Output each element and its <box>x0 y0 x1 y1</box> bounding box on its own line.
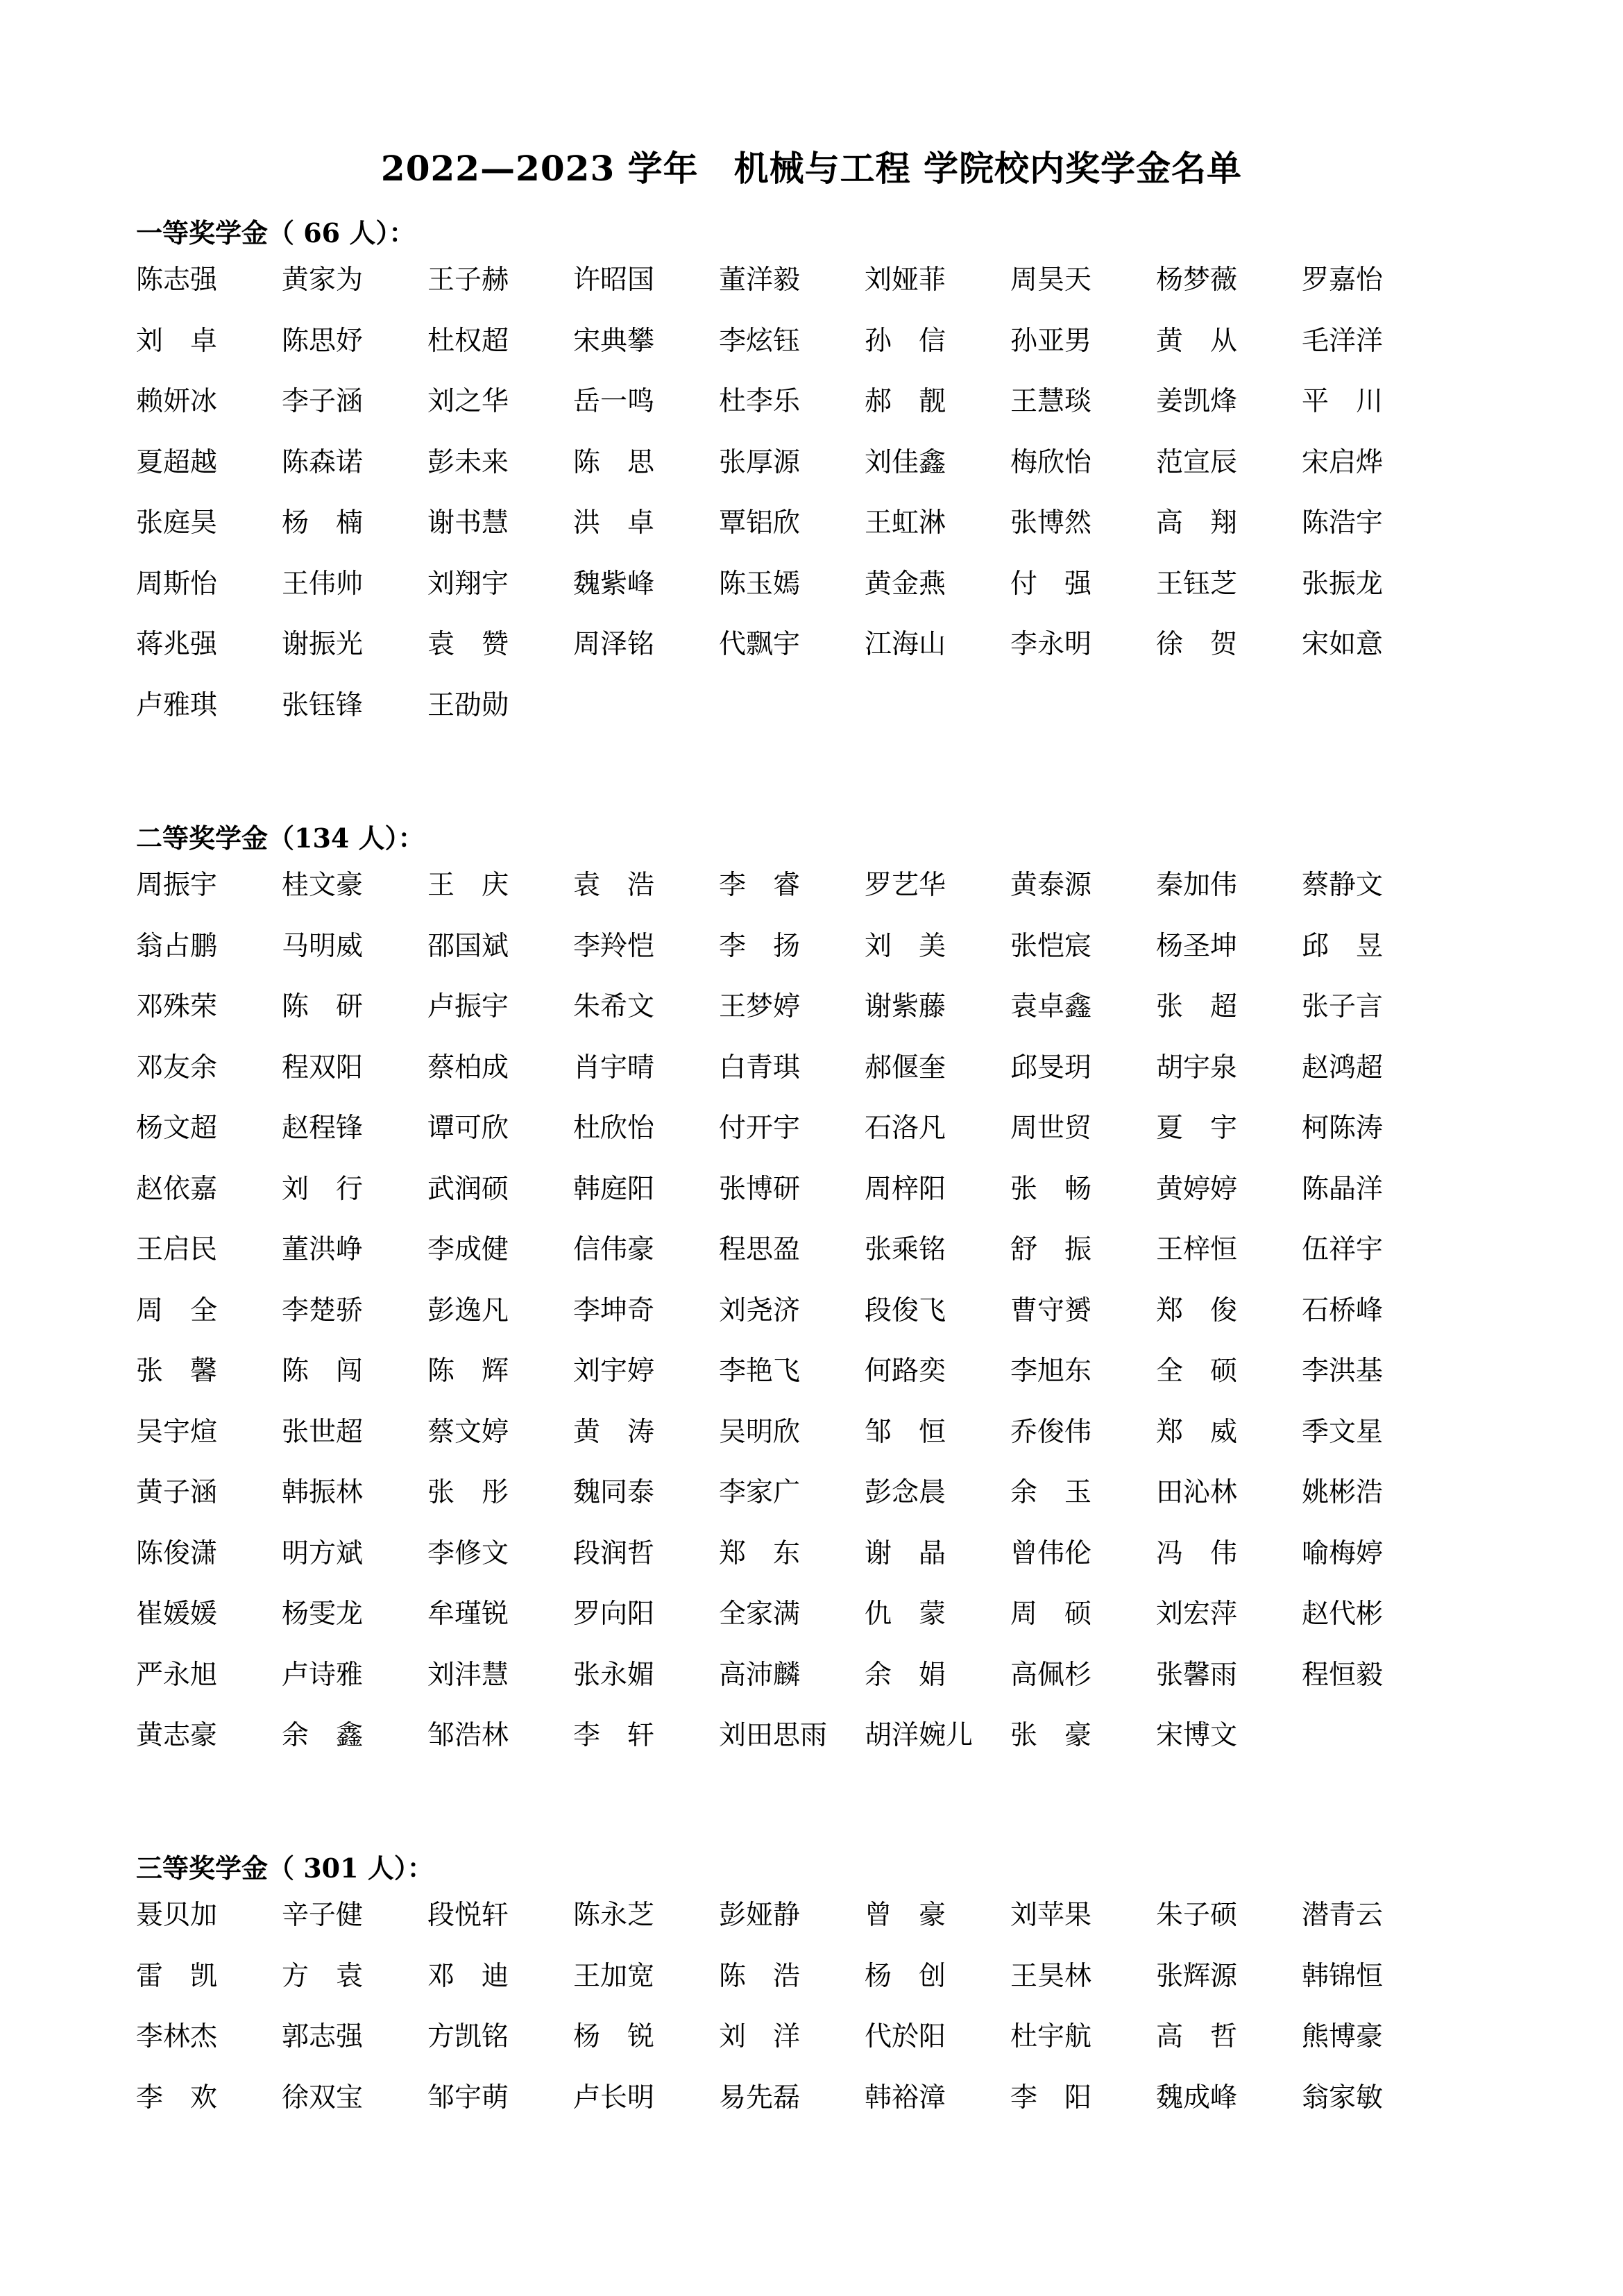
student-name: 袁 浩 <box>573 870 655 901</box>
student-name: 熊博豪 <box>1302 2021 1384 2052</box>
student-name: 王虹淋 <box>865 507 946 539</box>
student-name: 卢诗雅 <box>282 1659 364 1691</box>
student-name: 段俊飞 <box>865 1294 946 1326</box>
student-name: 李洪基 <box>1302 1356 1384 1387</box>
student-name: 郭志强 <box>282 2021 364 2052</box>
student-name: 辛子健 <box>282 1900 364 1931</box>
student-name: 李羚恺 <box>573 930 655 962</box>
student-name: 刘 洋 <box>719 2021 801 2052</box>
student-name: 刘宏萍 <box>1156 1598 1238 1630</box>
student-name: 李永明 <box>1010 629 1092 660</box>
student-name: 张厚源 <box>719 446 801 478</box>
student-name: 崔媛媛 <box>136 1598 218 1630</box>
student-name: 秦加伟 <box>1156 870 1238 901</box>
section-third-class-scholarship <box>136 1848 1454 2139</box>
student-name: 谢振光 <box>282 629 364 660</box>
student-name: 高沛麟 <box>719 1659 801 1691</box>
student-name: 谢紫藤 <box>865 991 946 1022</box>
student-name: 邓 迪 <box>427 1960 509 1992</box>
student-name: 杜欣怡 <box>573 1113 655 1144</box>
student-name: 夏超越 <box>136 446 218 478</box>
student-name: 严永旭 <box>136 1659 218 1691</box>
student-name: 张馨雨 <box>1156 1659 1238 1691</box>
student-name: 王昊林 <box>1010 1960 1092 1992</box>
student-name: 曾伟伦 <box>1010 1537 1092 1569</box>
student-name: 张 彤 <box>427 1477 509 1508</box>
student-name: 肖宇晴 <box>573 1052 655 1083</box>
student-name: 魏紫峰 <box>573 568 655 600</box>
student-name: 田沁林 <box>1156 1477 1238 1508</box>
student-name: 张 超 <box>1156 991 1238 1022</box>
student-name: 余 玉 <box>1010 1477 1092 1508</box>
student-name: 袁卓鑫 <box>1010 991 1092 1022</box>
student-name: 罗向阳 <box>573 1598 655 1630</box>
student-name: 代飘宇 <box>719 629 801 660</box>
student-name: 曾 豪 <box>865 1900 946 1931</box>
student-name: 黄金燕 <box>865 568 946 600</box>
student-name: 胡洋婉儿 <box>865 1720 974 1751</box>
student-name: 周斯怡 <box>136 568 218 600</box>
student-name: 张子言 <box>1302 991 1384 1022</box>
student-name: 徐 贺 <box>1156 629 1238 660</box>
student-name: 全家满 <box>719 1598 801 1630</box>
student-name: 王启民 <box>136 1234 218 1265</box>
name-list <box>136 866 1454 1778</box>
student-name: 蔡静文 <box>1302 870 1384 901</box>
student-name: 邓殊荣 <box>136 991 218 1022</box>
student-name: 伍祥宇 <box>1302 1234 1384 1265</box>
student-name: 石洛凡 <box>865 1113 946 1144</box>
student-name: 张世超 <box>282 1416 364 1448</box>
student-name: 邹浩林 <box>427 1720 509 1751</box>
student-name: 郝 靓 <box>865 386 946 417</box>
student-name: 黄泰源 <box>1010 870 1092 901</box>
student-name: 王钰芝 <box>1156 568 1238 600</box>
student-name: 卢振宇 <box>427 991 509 1022</box>
student-name: 郑 俊 <box>1156 1294 1238 1326</box>
student-name: 石桥峰 <box>1302 1294 1384 1326</box>
student-name: 姜凯烽 <box>1156 386 1238 417</box>
student-name: 董洪峥 <box>282 1234 364 1265</box>
student-name: 喻梅婷 <box>1302 1537 1384 1569</box>
student-name: 余 鑫 <box>282 1720 364 1751</box>
student-name: 宋启烨 <box>1302 446 1384 478</box>
student-name: 张振龙 <box>1302 568 1384 600</box>
student-name: 蔡文婷 <box>427 1416 509 1448</box>
student-name: 武润硕 <box>427 1173 509 1205</box>
student-name: 袁 赞 <box>427 629 509 660</box>
student-name: 孙 信 <box>865 325 946 357</box>
student-name: 黄 从 <box>1156 325 1238 357</box>
student-name: 李林杰 <box>136 2021 218 2052</box>
student-name: 陈 研 <box>282 991 364 1022</box>
student-name: 陈思妤 <box>282 325 364 357</box>
student-name: 赖妍冰 <box>136 386 218 417</box>
student-name: 张 馨 <box>136 1356 218 1387</box>
student-name: 张乘铭 <box>865 1234 946 1265</box>
student-name: 程双阳 <box>282 1052 364 1083</box>
student-name: 宋博文 <box>1156 1720 1238 1751</box>
student-name: 赵依嘉 <box>136 1173 218 1205</box>
student-name: 潜青云 <box>1302 1900 1384 1931</box>
student-name: 乔俊伟 <box>1010 1416 1092 1448</box>
student-name: 段悦轩 <box>427 1900 509 1931</box>
student-name: 柯陈涛 <box>1302 1113 1384 1144</box>
student-name: 杨 楠 <box>282 507 364 539</box>
student-name: 黄 涛 <box>573 1416 655 1448</box>
student-name: 方 袁 <box>282 1960 364 1992</box>
student-name: 蒋兆强 <box>136 629 218 660</box>
student-name: 彭未来 <box>427 446 509 478</box>
student-name: 李艳飞 <box>719 1356 801 1387</box>
student-name: 范宣辰 <box>1156 446 1238 478</box>
student-name: 许昭国 <box>573 264 655 296</box>
student-name: 梅欣怡 <box>1010 446 1092 478</box>
student-name: 刘 美 <box>865 930 946 962</box>
student-name: 韩庭阳 <box>573 1173 655 1205</box>
student-name: 陈 思 <box>573 446 655 478</box>
student-name: 桂文豪 <box>282 870 364 901</box>
section-first-class-scholarship <box>136 212 1454 747</box>
student-name: 付开宇 <box>719 1113 801 1144</box>
student-name: 陈 闯 <box>282 1356 364 1387</box>
student-name: 程恒毅 <box>1302 1659 1384 1691</box>
student-name: 张恺宸 <box>1010 930 1092 962</box>
student-name: 黄家为 <box>282 264 364 296</box>
student-name: 陈 浩 <box>719 1960 801 1992</box>
student-name: 杨梦薇 <box>1156 264 1238 296</box>
student-name: 杜宇航 <box>1010 2021 1092 2052</box>
student-name: 信伟豪 <box>573 1234 655 1265</box>
student-name: 翁占鹏 <box>136 930 218 962</box>
student-name: 杨 锐 <box>573 2021 655 2052</box>
student-name: 罗嘉怡 <box>1302 264 1384 296</box>
student-name: 王劭勋 <box>427 689 509 721</box>
student-name: 代於阳 <box>865 2021 946 2052</box>
student-name: 岳一鸣 <box>573 386 655 417</box>
student-name: 杨 创 <box>865 1960 946 1992</box>
student-name: 宋如意 <box>1302 629 1384 660</box>
student-name: 张博研 <box>719 1173 801 1205</box>
student-name: 魏同泰 <box>573 1477 655 1508</box>
student-name: 陈森诺 <box>282 446 364 478</box>
student-name: 吴明欣 <box>719 1416 801 1448</box>
student-name: 韩锦恒 <box>1302 1960 1384 1992</box>
student-name: 周 全 <box>136 1294 218 1326</box>
student-name: 周世贸 <box>1010 1113 1092 1144</box>
student-name: 刘尧济 <box>719 1294 801 1326</box>
student-name: 邓友余 <box>136 1052 218 1083</box>
student-name: 全 硕 <box>1156 1356 1238 1387</box>
student-name: 李子涵 <box>282 386 364 417</box>
student-name: 高 翔 <box>1156 507 1238 539</box>
student-name: 程思盈 <box>719 1234 801 1265</box>
student-name: 孙亚男 <box>1010 325 1092 357</box>
student-name: 张永媚 <box>573 1659 655 1691</box>
student-name: 周泽铭 <box>573 629 655 660</box>
section-heading: 一等奖学金（ 66 人）： <box>136 217 416 248</box>
student-name: 刘佳鑫 <box>865 446 946 478</box>
student-name: 王伟帅 <box>282 568 364 600</box>
student-name: 夏 宇 <box>1156 1113 1238 1144</box>
student-name: 彭逸凡 <box>427 1294 509 1326</box>
name-list <box>136 1896 1454 2139</box>
student-name: 邱 昱 <box>1302 930 1384 962</box>
student-name: 彭念晨 <box>865 1477 946 1508</box>
student-name: 周梓阳 <box>865 1173 946 1205</box>
student-name: 宋典攀 <box>573 325 655 357</box>
student-name: 刘沣慧 <box>427 1659 509 1691</box>
student-name: 黄婷婷 <box>1156 1173 1238 1205</box>
student-name: 刘苹果 <box>1010 1900 1092 1931</box>
student-name: 马明威 <box>282 930 364 962</box>
student-name: 李 睿 <box>719 870 801 901</box>
student-name: 王 庆 <box>427 870 509 901</box>
student-name: 季文星 <box>1302 1416 1384 1448</box>
student-name: 张钰锋 <box>282 689 364 721</box>
student-name: 杨文超 <box>136 1113 218 1144</box>
student-name: 黄志豪 <box>136 1720 218 1751</box>
student-name: 覃铝欣 <box>719 507 801 539</box>
student-name: 王子赫 <box>427 264 509 296</box>
student-name: 张庭昊 <box>136 507 218 539</box>
student-name: 刘宇婷 <box>573 1356 655 1387</box>
student-name: 周 硕 <box>1010 1598 1092 1630</box>
section-second-class-scholarship <box>136 818 1454 1778</box>
student-name: 方凯铭 <box>427 2021 509 2052</box>
student-name: 高 哲 <box>1156 2021 1238 2052</box>
student-name: 刘娅菲 <box>865 264 946 296</box>
student-name: 陈俊潇 <box>136 1537 218 1569</box>
student-name: 谢书慧 <box>427 507 509 539</box>
student-name: 李修文 <box>427 1537 509 1569</box>
student-name: 王梓恒 <box>1156 1234 1238 1265</box>
student-name: 冯 伟 <box>1156 1537 1238 1569</box>
student-name: 聂贝加 <box>136 1900 218 1931</box>
student-name: 赵代彬 <box>1302 1598 1384 1630</box>
student-name: 彭娅静 <box>719 1900 801 1931</box>
student-name: 毛洋洋 <box>1302 325 1384 357</box>
student-name: 董洋毅 <box>719 264 801 296</box>
student-name: 李楚骄 <box>282 1294 364 1326</box>
student-name: 牟瑾锐 <box>427 1598 509 1630</box>
student-name: 王梦婷 <box>719 991 801 1022</box>
student-name: 刘田思雨 <box>719 1720 828 1751</box>
student-name: 魏成峰 <box>1156 2082 1238 2113</box>
student-name: 李家广 <box>719 1477 801 1508</box>
student-name: 陈浩宇 <box>1302 507 1384 539</box>
student-name: 蔡柏成 <box>427 1052 509 1083</box>
section-heading: 二等奖学金（134 人）： <box>136 822 425 854</box>
student-name: 邵国斌 <box>427 930 509 962</box>
student-name: 易先磊 <box>719 2082 801 2113</box>
student-name: 杜李乐 <box>719 386 801 417</box>
student-name: 张 豪 <box>1010 1720 1092 1751</box>
student-name: 李 扬 <box>719 930 801 962</box>
student-name: 曹守赟 <box>1010 1294 1092 1326</box>
student-name: 李旭东 <box>1010 1356 1092 1387</box>
student-name: 雷 凯 <box>136 1960 218 1992</box>
student-name: 付 强 <box>1010 568 1092 600</box>
student-name: 陈永芝 <box>573 1900 655 1931</box>
student-name: 郑 东 <box>719 1537 801 1569</box>
student-name: 舒 振 <box>1010 1234 1092 1265</box>
student-name: 周昊天 <box>1010 264 1092 296</box>
student-name: 卢长明 <box>573 2082 655 2113</box>
student-name: 李 轩 <box>573 1720 655 1751</box>
student-name: 姚彬浩 <box>1302 1477 1384 1508</box>
student-name: 何路奕 <box>865 1356 946 1387</box>
student-name: 李坤奇 <box>573 1294 655 1326</box>
student-name: 陈 辉 <box>427 1356 509 1387</box>
student-name: 吴宇煊 <box>136 1416 218 1448</box>
student-name: 翁家敏 <box>1302 2082 1384 2113</box>
student-name: 周振宇 <box>136 870 218 901</box>
student-name: 张辉源 <box>1156 1960 1238 1992</box>
student-name: 段润哲 <box>573 1537 655 1569</box>
student-name: 胡宇泉 <box>1156 1052 1238 1083</box>
student-name: 仇 蒙 <box>865 1598 946 1630</box>
student-name: 江海山 <box>865 629 946 660</box>
student-name: 罗艺华 <box>865 870 946 901</box>
student-name: 陈志强 <box>136 264 218 296</box>
student-name: 邱旻玥 <box>1010 1052 1092 1083</box>
student-name: 赵鸿超 <box>1302 1052 1384 1083</box>
student-name: 王加宽 <box>573 1960 655 1992</box>
student-name: 谭可欣 <box>427 1113 509 1144</box>
student-name: 杜权超 <box>427 325 509 357</box>
student-name: 陈晶洋 <box>1302 1173 1384 1205</box>
student-name: 赵程锋 <box>282 1113 364 1144</box>
student-name: 明方斌 <box>282 1537 364 1569</box>
name-list <box>136 261 1454 747</box>
student-name: 郑 威 <box>1156 1416 1238 1448</box>
student-name: 韩裕漳 <box>865 2082 946 2113</box>
student-name: 洪 卓 <box>573 507 655 539</box>
student-name: 余 娟 <box>865 1659 946 1691</box>
student-name: 陈玉嫣 <box>719 568 801 600</box>
student-name: 李炫钰 <box>719 325 801 357</box>
student-name: 刘 卓 <box>136 325 218 357</box>
student-name: 徐双宝 <box>282 2082 364 2113</box>
student-name: 黄子涵 <box>136 1477 218 1508</box>
student-name: 李成健 <box>427 1234 509 1265</box>
student-name: 朱子硕 <box>1156 1900 1238 1931</box>
student-name: 李 欢 <box>136 2082 218 2113</box>
student-name: 刘 行 <box>282 1173 364 1205</box>
student-name: 白青琪 <box>719 1052 801 1083</box>
student-name: 韩振林 <box>282 1477 364 1508</box>
section-heading: 三等奖学金（ 301 人）： <box>136 1852 434 1884</box>
student-name: 张 畅 <box>1010 1173 1092 1205</box>
student-name: 张博然 <box>1010 507 1092 539</box>
student-name: 王慧琰 <box>1010 386 1092 417</box>
student-name: 邹 恒 <box>865 1416 946 1448</box>
document-title: 2022—2023 学年 机械与工程 学院校内奖学金名单 <box>380 148 1243 189</box>
student-name: 卢雅琪 <box>136 689 218 721</box>
student-name: 刘翔宇 <box>427 568 509 600</box>
student-name: 高佩杉 <box>1010 1659 1092 1691</box>
student-name: 平 川 <box>1302 386 1384 417</box>
student-name: 朱希文 <box>573 991 655 1022</box>
student-name: 刘之华 <box>427 386 509 417</box>
student-name: 郝偃奎 <box>865 1052 946 1083</box>
student-name: 杨圣坤 <box>1156 930 1238 962</box>
student-name: 谢 晶 <box>865 1537 946 1569</box>
student-name: 李 阳 <box>1010 2082 1092 2113</box>
student-name: 杨雯龙 <box>282 1598 364 1630</box>
student-name: 邹宇萌 <box>427 2082 509 2113</box>
